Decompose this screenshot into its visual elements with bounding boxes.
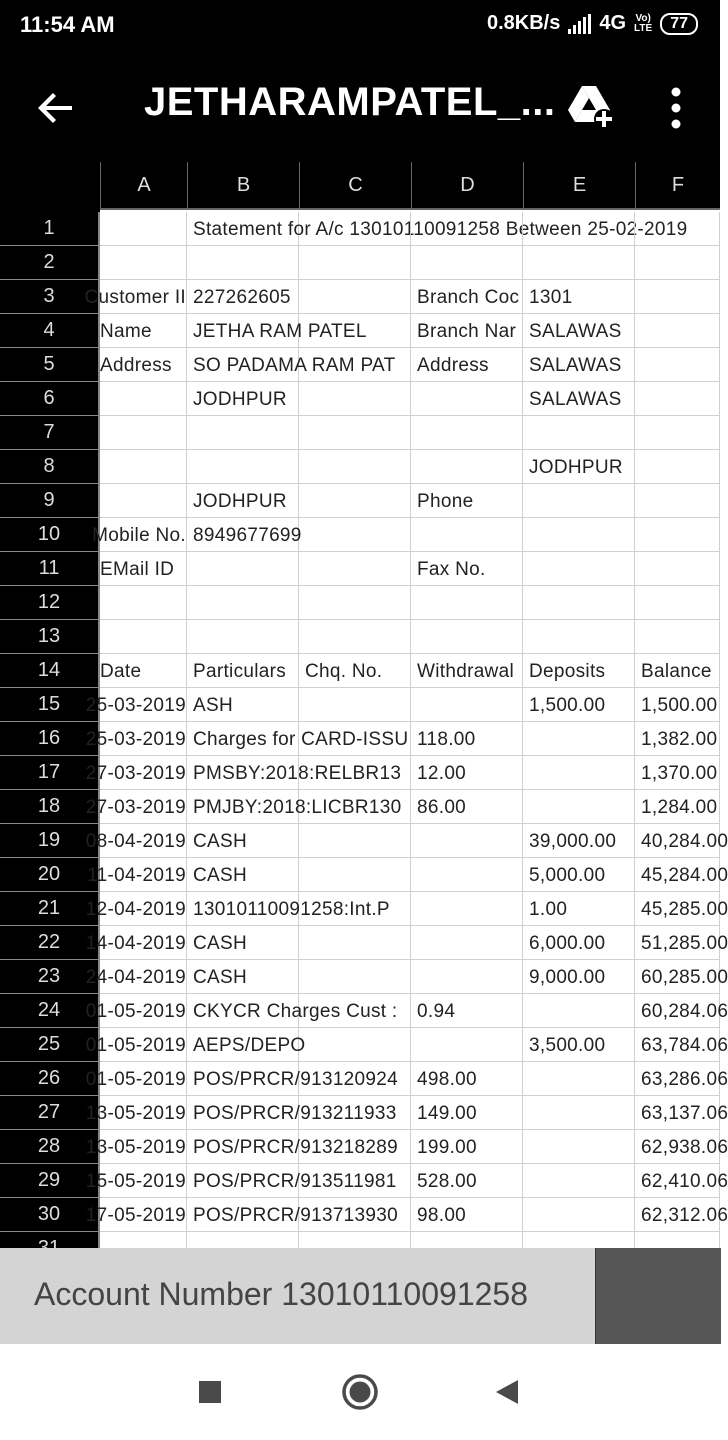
cell-c15[interactable]: [299, 688, 411, 722]
cell-d25[interactable]: [411, 1028, 523, 1062]
cell-f24[interactable]: 60,284.06: [635, 994, 720, 1028]
cell-b9[interactable]: JODHPUR: [187, 484, 299, 518]
back-triangle-icon[interactable]: [494, 1378, 520, 1406]
sheet-tab-bar: [0, 1248, 720, 1344]
cell-a26[interactable]: [85, 1062, 187, 1096]
cell-text: Customer II: [84, 287, 186, 308]
row-header-7[interactable]: 7: [0, 416, 100, 450]
row-header-12[interactable]: 12: [0, 586, 100, 620]
cell-text: 08-04-2019: [85, 831, 186, 852]
cell-d13[interactable]: [411, 620, 523, 654]
cell-f29[interactable]: 62,410.06: [635, 1164, 720, 1198]
cell-a23[interactable]: [85, 960, 187, 994]
back-arrow-icon[interactable]: [32, 84, 80, 132]
cell-a8[interactable]: [100, 450, 187, 484]
table-row: [100, 314, 720, 348]
table-row: [85, 994, 728, 1028]
cell-b29[interactable]: POS/PRCR/913511981: [187, 1164, 299, 1198]
cell-e30[interactable]: [523, 1198, 635, 1232]
cell-a16[interactable]: [85, 722, 187, 756]
table-row: [85, 1164, 728, 1198]
cell-e4[interactable]: SALAWAS: [523, 314, 635, 348]
cell-b22[interactable]: CASH: [187, 926, 299, 960]
cell-text: 25-03-2019: [85, 695, 186, 716]
volte-bottom: LTE: [634, 22, 653, 34]
cell-f23[interactable]: 60,285.00: [635, 960, 720, 994]
cell-c4[interactable]: [299, 314, 411, 348]
column-headers: [100, 162, 720, 212]
row-header-14[interactable]: 14: [0, 654, 100, 688]
row-header-29[interactable]: 29: [0, 1164, 100, 1198]
cell-text: 24-04-2019: [85, 967, 186, 988]
cell-e6[interactable]: SALAWAS: [523, 382, 635, 416]
cell-f12[interactable]: [635, 586, 720, 620]
cell-text: 12-04-2019: [85, 899, 186, 920]
cell-b12[interactable]: [187, 586, 299, 620]
row-header-17[interactable]: 17: [0, 756, 100, 790]
cell-a5[interactable]: [100, 348, 187, 382]
network-speed: 0.8KB/s: [486, 12, 561, 34]
cell-b6[interactable]: JODHPUR: [187, 382, 299, 416]
cell-text: 27-03-2019: [85, 763, 186, 784]
cell-e19[interactable]: 39,000.00: [523, 824, 635, 858]
cell-b4[interactable]: JETHA RAM PATEL: [187, 314, 299, 348]
cell-c12[interactable]: [299, 586, 411, 620]
cell-text: 25-03-2019: [85, 729, 186, 750]
table-row: [85, 722, 720, 756]
cell-a12[interactable]: [100, 586, 187, 620]
cell-e18[interactable]: [523, 790, 635, 824]
signal-icon: [568, 14, 591, 34]
cell-d2[interactable]: [411, 246, 523, 280]
cell-text: 14-04-2019: [85, 933, 186, 954]
cell-d7[interactable]: [411, 416, 523, 450]
cell-a15[interactable]: [85, 688, 187, 722]
cell-b30[interactable]: POS/PRCR/913713930: [187, 1198, 299, 1232]
cell-f22[interactable]: 51,285.00: [635, 926, 720, 960]
cell-c23[interactable]: [299, 960, 411, 994]
cell-f6[interactable]: [635, 382, 720, 416]
row-header-20[interactable]: 20: [0, 858, 100, 892]
cell-c18[interactable]: [299, 790, 411, 824]
cell-a21[interactable]: [85, 892, 187, 926]
cell-c13[interactable]: [299, 620, 411, 654]
status-indicators: [487, 12, 698, 35]
cell-a7[interactable]: [100, 416, 187, 450]
cell-a10[interactable]: [92, 518, 187, 552]
cell-a25[interactable]: [85, 1028, 187, 1062]
table-row: [84, 280, 720, 314]
cell-b14[interactable]: Particulars: [187, 654, 299, 688]
row-header-27[interactable]: 27: [0, 1096, 100, 1130]
cell-f25[interactable]: 63,784.06: [635, 1028, 720, 1062]
cell-e13[interactable]: [523, 620, 635, 654]
cell-d9[interactable]: Phone: [411, 484, 523, 518]
cell-b19[interactable]: CASH: [187, 824, 299, 858]
cell-b8[interactable]: [187, 450, 299, 484]
row-header-15[interactable]: 15: [0, 688, 100, 722]
cell-d24[interactable]: 0.94: [411, 994, 523, 1028]
table-row: [85, 688, 720, 722]
cell-c2[interactable]: [299, 246, 411, 280]
cell-e27[interactable]: [523, 1096, 635, 1130]
cell-f18[interactable]: 1,284.00: [635, 790, 720, 824]
cell-f26[interactable]: 63,286.06: [635, 1062, 720, 1096]
cell-e29[interactable]: [523, 1164, 635, 1198]
sheet-tab-account[interactable]: Account Number 13010110091258: [34, 1276, 528, 1312]
file-title: JETHARAMPATEL_...: [144, 80, 556, 124]
cell-c22[interactable]: [299, 926, 411, 960]
table-row: [85, 1198, 728, 1232]
cell-c20[interactable]: [299, 858, 411, 892]
home-circle-icon[interactable]: [340, 1372, 380, 1412]
table-row: [100, 212, 720, 246]
cell-f16[interactable]: 1,382.00: [635, 722, 720, 756]
row-header-19[interactable]: 19: [0, 824, 100, 858]
row-header-2[interactable]: 2: [0, 246, 100, 280]
table-row: [100, 416, 720, 450]
cell-c6[interactable]: [299, 382, 411, 416]
cell-e20[interactable]: 5,000.00: [523, 858, 635, 892]
table-row: [87, 858, 728, 892]
cell-e28[interactable]: [523, 1130, 635, 1164]
row-header-11[interactable]: 11: [0, 552, 100, 586]
cell-d20[interactable]: [411, 858, 523, 892]
cell-text: 01-05-2019: [85, 1069, 186, 1090]
cell-c1[interactable]: [299, 212, 411, 246]
cell-f7[interactable]: [635, 416, 720, 450]
cell-d4[interactable]: Branch Nar: [411, 314, 523, 348]
cell-c25[interactable]: [299, 1028, 411, 1062]
cell-a13[interactable]: [100, 620, 187, 654]
cell-d30[interactable]: 98.00: [411, 1198, 523, 1232]
cell-b24[interactable]: CKYCR Charges Cust :: [187, 994, 299, 1028]
cell-e5[interactable]: SALAWAS: [523, 348, 635, 382]
cell-f27[interactable]: 63,137.06: [635, 1096, 720, 1130]
table-row: [85, 824, 728, 858]
volte-icon: [634, 14, 652, 34]
row-header-1[interactable]: 1: [0, 212, 100, 246]
cell-e21[interactable]: 1.00: [523, 892, 635, 926]
cell-a3[interactable]: [84, 280, 187, 314]
cell-text: EMail ID: [100, 559, 175, 580]
cell-f5[interactable]: [635, 348, 720, 382]
cell-c19[interactable]: [299, 824, 411, 858]
cell-f4[interactable]: [635, 314, 720, 348]
row-header-28[interactable]: 28: [0, 1130, 100, 1164]
cell-a11[interactable]: [100, 552, 187, 586]
cell-a2[interactable]: [100, 246, 187, 280]
cell-a17[interactable]: [85, 756, 187, 790]
cell-e1[interactable]: [523, 212, 635, 246]
cell-a6[interactable]: [100, 382, 187, 416]
cell-c21[interactable]: [299, 892, 411, 926]
cell-f21[interactable]: 45,285.00: [635, 892, 720, 926]
cell-text: Date: [100, 661, 142, 682]
recents-square-icon[interactable]: [199, 1381, 221, 1403]
cell-e26[interactable]: [523, 1062, 635, 1096]
add-to-drive-icon[interactable]: [566, 82, 616, 130]
system-nav-bar: [0, 1344, 720, 1440]
column-header-e[interactable]: E: [523, 162, 635, 210]
cell-a4[interactable]: [100, 314, 187, 348]
row-header-6[interactable]: 6: [0, 382, 100, 416]
cell-text: 13-05-2019: [85, 1103, 186, 1124]
sheet-corner: [0, 162, 100, 212]
status-bar: [0, 0, 720, 52]
cell-b2[interactable]: [187, 246, 299, 280]
cell-text: Mobile No.: [92, 525, 186, 546]
cell-text: 15-05-2019: [85, 1171, 186, 1192]
table-row: [85, 1096, 728, 1130]
cell-d17[interactable]: 12.00: [411, 756, 523, 790]
table-row: [100, 484, 720, 518]
column-header-b[interactable]: B: [187, 162, 299, 210]
row-header-16[interactable]: 16: [0, 722, 100, 756]
table-row: [85, 1062, 728, 1096]
table-row: [100, 348, 720, 382]
table-row: [100, 620, 720, 654]
cell-f19[interactable]: 40,284.00: [635, 824, 720, 858]
cell-d19[interactable]: [411, 824, 523, 858]
cell-e23[interactable]: 9,000.00: [523, 960, 635, 994]
cell-d29[interactable]: 528.00: [411, 1164, 523, 1198]
cell-b11[interactable]: [187, 552, 299, 586]
cell-c10[interactable]: [299, 518, 411, 552]
cell-c11[interactable]: [299, 552, 411, 586]
row-header-21[interactable]: 21: [0, 892, 100, 926]
cell-text: 11-04-2019: [87, 865, 186, 886]
cell-c9[interactable]: [299, 484, 411, 518]
row-header-3[interactable]: 3: [0, 280, 100, 314]
cell-text: 13-05-2019: [85, 1137, 186, 1158]
cell-b21[interactable]: 13010110091258:Int.P: [187, 892, 299, 926]
cell-e17[interactable]: [523, 756, 635, 790]
cell-b28[interactable]: POS/PRCR/913218289: [187, 1130, 299, 1164]
cell-a28[interactable]: [85, 1130, 187, 1164]
cell-b13[interactable]: [187, 620, 299, 654]
cell-f28[interactable]: 62,938.06: [635, 1130, 720, 1164]
row-header-8[interactable]: 8: [0, 450, 100, 484]
table-row: [85, 1130, 728, 1164]
table-row: [92, 518, 720, 552]
row-header-9[interactable]: 9: [0, 484, 100, 518]
cell-f1[interactable]: [635, 212, 720, 246]
cell-b20[interactable]: CASH: [187, 858, 299, 892]
row-header-25[interactable]: 25: [0, 1028, 100, 1062]
cell-a30[interactable]: [85, 1198, 187, 1232]
cell-c5[interactable]: [299, 348, 411, 382]
status-time: 11:54 AM: [20, 12, 115, 37]
cell-d27[interactable]: 149.00: [411, 1096, 523, 1130]
cell-d5[interactable]: Address: [411, 348, 523, 382]
table-row: [100, 552, 720, 586]
cell-a22[interactable]: [85, 926, 187, 960]
cell-a20[interactable]: [87, 858, 187, 892]
cell-e3[interactable]: 1301: [523, 280, 635, 314]
column-header-a[interactable]: A: [100, 162, 187, 210]
volte-top: Vo): [635, 12, 651, 24]
network-type: 4G: [599, 12, 627, 34]
table-row: [100, 586, 720, 620]
cell-c26[interactable]: [299, 1062, 411, 1096]
row-header-4[interactable]: 4: [0, 314, 100, 348]
cell-f11[interactable]: [635, 552, 720, 586]
cell-d11[interactable]: Fax No.: [411, 552, 523, 586]
row-header-22[interactable]: 22: [0, 926, 100, 960]
cell-e12[interactable]: [523, 586, 635, 620]
cell-b7[interactable]: [187, 416, 299, 450]
cell-c3[interactable]: [299, 280, 411, 314]
cell-d23[interactable]: [411, 960, 523, 994]
cell-c27[interactable]: [299, 1096, 411, 1130]
cell-c8[interactable]: [299, 450, 411, 484]
battery-icon: 77: [660, 13, 698, 35]
cell-b17[interactable]: PMSBY:2018:RELBR13: [187, 756, 299, 790]
cell-b10[interactable]: 8949677699: [187, 518, 299, 552]
cell-b3[interactable]: 227262605: [187, 280, 299, 314]
cell-e25[interactable]: 3,500.00: [523, 1028, 635, 1062]
cell-d22[interactable]: [411, 926, 523, 960]
row-header-10[interactable]: 10: [0, 518, 100, 552]
cell-text: 17-05-2019: [85, 1205, 186, 1226]
cell-c28[interactable]: [299, 1130, 411, 1164]
row-header-26[interactable]: 26: [0, 1062, 100, 1096]
cell-a19[interactable]: [85, 824, 187, 858]
cell-f9[interactable]: [635, 484, 720, 518]
cell-e24[interactable]: [523, 994, 635, 1028]
cell-b23[interactable]: CASH: [187, 960, 299, 994]
row-header-23[interactable]: 23: [0, 960, 100, 994]
cell-f13[interactable]: [635, 620, 720, 654]
cell-a24[interactable]: [85, 994, 187, 1028]
cell-d28[interactable]: 199.00: [411, 1130, 523, 1164]
cell-a9[interactable]: [100, 484, 187, 518]
cell-b15[interactable]: ASH: [187, 688, 299, 722]
cell-a18[interactable]: [85, 790, 187, 824]
cell-a1[interactable]: [100, 212, 187, 246]
cell-f14[interactable]: Balance: [635, 654, 720, 688]
table-row: [85, 790, 720, 824]
cell-e2[interactable]: [523, 246, 635, 280]
column-header-d[interactable]: D: [411, 162, 523, 210]
cell-d6[interactable]: [411, 382, 523, 416]
table-row: [100, 450, 720, 484]
cell-d1[interactable]: [411, 212, 523, 246]
cell-d21[interactable]: [411, 892, 523, 926]
cell-f2[interactable]: [635, 246, 720, 280]
cell-f17[interactable]: 1,370.00: [635, 756, 720, 790]
cell-text: 01-05-2019: [85, 1001, 186, 1022]
more-options-icon[interactable]: [664, 86, 688, 130]
cell-e22[interactable]: 6,000.00: [523, 926, 635, 960]
cell-f20[interactable]: 45,284.00: [635, 858, 720, 892]
table-row: [100, 382, 720, 416]
cell-c17[interactable]: [299, 756, 411, 790]
sheet-tab-overflow[interactable]: [595, 1248, 721, 1344]
table-row: [100, 654, 720, 688]
cell-d15[interactable]: [411, 688, 523, 722]
row-header-30[interactable]: 30: [0, 1198, 100, 1232]
cell-c14[interactable]: Chq. No.: [299, 654, 411, 688]
cell-e16[interactable]: [523, 722, 635, 756]
cell-b26[interactable]: POS/PRCR/913120924: [187, 1062, 299, 1096]
cell-f3[interactable]: [635, 280, 720, 314]
cell-f15[interactable]: 1,500.00: [635, 688, 720, 722]
column-header-c[interactable]: C: [299, 162, 411, 210]
cell-d14[interactable]: Withdrawal: [411, 654, 523, 688]
row-header-13[interactable]: 13: [0, 620, 100, 654]
cell-e14[interactable]: Deposits: [523, 654, 635, 688]
cell-a29[interactable]: [85, 1164, 187, 1198]
cell-e8[interactable]: JODHPUR: [523, 450, 635, 484]
cell-c24[interactable]: [299, 994, 411, 1028]
cell-c16[interactable]: [299, 722, 411, 756]
cell-d12[interactable]: [411, 586, 523, 620]
cell-b27[interactable]: POS/PRCR/913211933: [187, 1096, 299, 1130]
row-header-5[interactable]: 5: [0, 348, 100, 382]
cell-e10[interactable]: [523, 518, 635, 552]
cell-c29[interactable]: [299, 1164, 411, 1198]
cell-d10[interactable]: [411, 518, 523, 552]
cell-a27[interactable]: [85, 1096, 187, 1130]
cell-text: 01-05-2019: [85, 1035, 186, 1056]
cell-f30[interactable]: 62,312.06: [635, 1198, 720, 1232]
table-row: [85, 892, 728, 926]
spreadsheet-view[interactable]: [0, 162, 728, 1248]
table-row: [85, 960, 728, 994]
cell-text: Name: [100, 321, 152, 342]
cell-d16[interactable]: 118.00: [411, 722, 523, 756]
cell-d3[interactable]: Branch Coc: [411, 280, 523, 314]
row-header-24[interactable]: 24: [0, 994, 100, 1028]
cell-d26[interactable]: 498.00: [411, 1062, 523, 1096]
cell-e15[interactable]: 1,500.00: [523, 688, 635, 722]
app-toolbar: [0, 52, 720, 162]
cell-b18[interactable]: PMJBY:2018:LICBR130: [187, 790, 299, 824]
table-row: [100, 246, 720, 280]
cell-a14[interactable]: [100, 654, 187, 688]
table-row: [85, 1028, 728, 1062]
cell-text: Address: [100, 355, 172, 376]
cell-b1[interactable]: Statement for A/c 13010110091258 Between 25-02-2019: [187, 212, 299, 246]
cell-b5[interactable]: SO PADAMA RAM PAT: [187, 348, 299, 382]
column-header-f[interactable]: F: [635, 162, 720, 210]
cell-c7[interactable]: [299, 416, 411, 450]
cell-e9[interactable]: [523, 484, 635, 518]
cell-e11[interactable]: [523, 552, 635, 586]
cell-d8[interactable]: [411, 450, 523, 484]
table-row: [85, 926, 728, 960]
cell-e7[interactable]: [523, 416, 635, 450]
row-header-18[interactable]: 18: [0, 790, 100, 824]
cell-f8[interactable]: [635, 450, 720, 484]
cell-d18[interactable]: 86.00: [411, 790, 523, 824]
cell-c30[interactable]: [299, 1198, 411, 1232]
cell-grid: [84, 212, 728, 1266]
cell-b25[interactable]: AEPS/DEPO: [187, 1028, 299, 1062]
cell-text: 27-03-2019: [85, 797, 186, 818]
cell-f10[interactable]: [635, 518, 720, 552]
table-row: [85, 756, 720, 790]
cell-b16[interactable]: Charges for CARD-ISSU: [187, 722, 299, 756]
